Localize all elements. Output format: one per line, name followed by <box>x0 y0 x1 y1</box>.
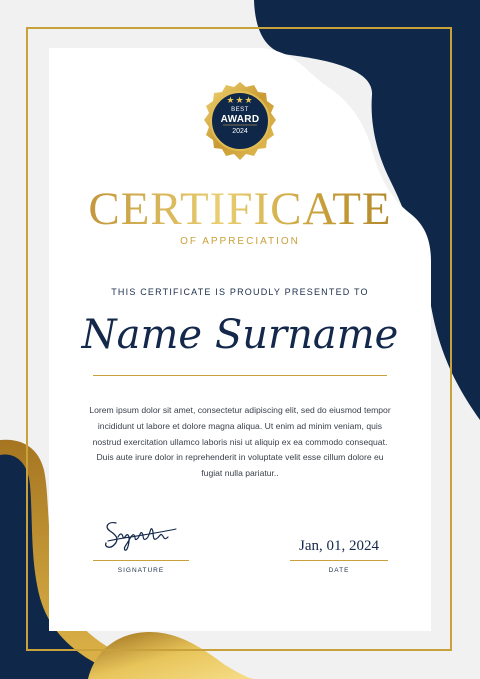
date-label: DATE <box>328 567 350 574</box>
badge-best-label: BEST <box>231 107 249 113</box>
badge-year: 2024 <box>232 128 248 135</box>
badge-stars: ★★★ <box>226 95 254 105</box>
signature-graphic <box>102 515 180 555</box>
award-badge-text <box>199 80 281 162</box>
name-underline <box>93 375 387 376</box>
presented-to-text: THIS CERTIFICATE IS PROUDLY PRESENTED TO <box>111 287 369 297</box>
certificate-title: CERTIFICATE <box>49 186 431 233</box>
body-line: Duis aute irure dolor in reprehenderit in voluptate velit esse cillum dolore eu <box>96 452 384 463</box>
signature-label: SIGNATURE <box>117 567 165 574</box>
signature-line <box>93 560 189 561</box>
body-line: nostrud exercitation ullamco laboris nisi ut aliquip ex ea commodo consequat. <box>92 436 388 447</box>
date-line <box>290 560 388 561</box>
badge-award-label: AWARD <box>220 114 260 125</box>
body-line: incididunt ut labore et dolore magna aliqua. Ut enim ad minim veniam, quis <box>97 420 383 431</box>
body-line: Lorem ipsum dolor sit amet, consectetur adipiscing elit, sed do eiusmod tempor <box>89 405 391 415</box>
body-line: fugiat nulla pariatur.. <box>201 468 279 479</box>
certificate-subtitle: OF APPRECIATION <box>180 236 300 247</box>
recipient-name: Name Surname <box>81 312 399 358</box>
date-value: Jan, 01, 2024 <box>299 538 379 554</box>
certificate-body <box>62 403 418 482</box>
